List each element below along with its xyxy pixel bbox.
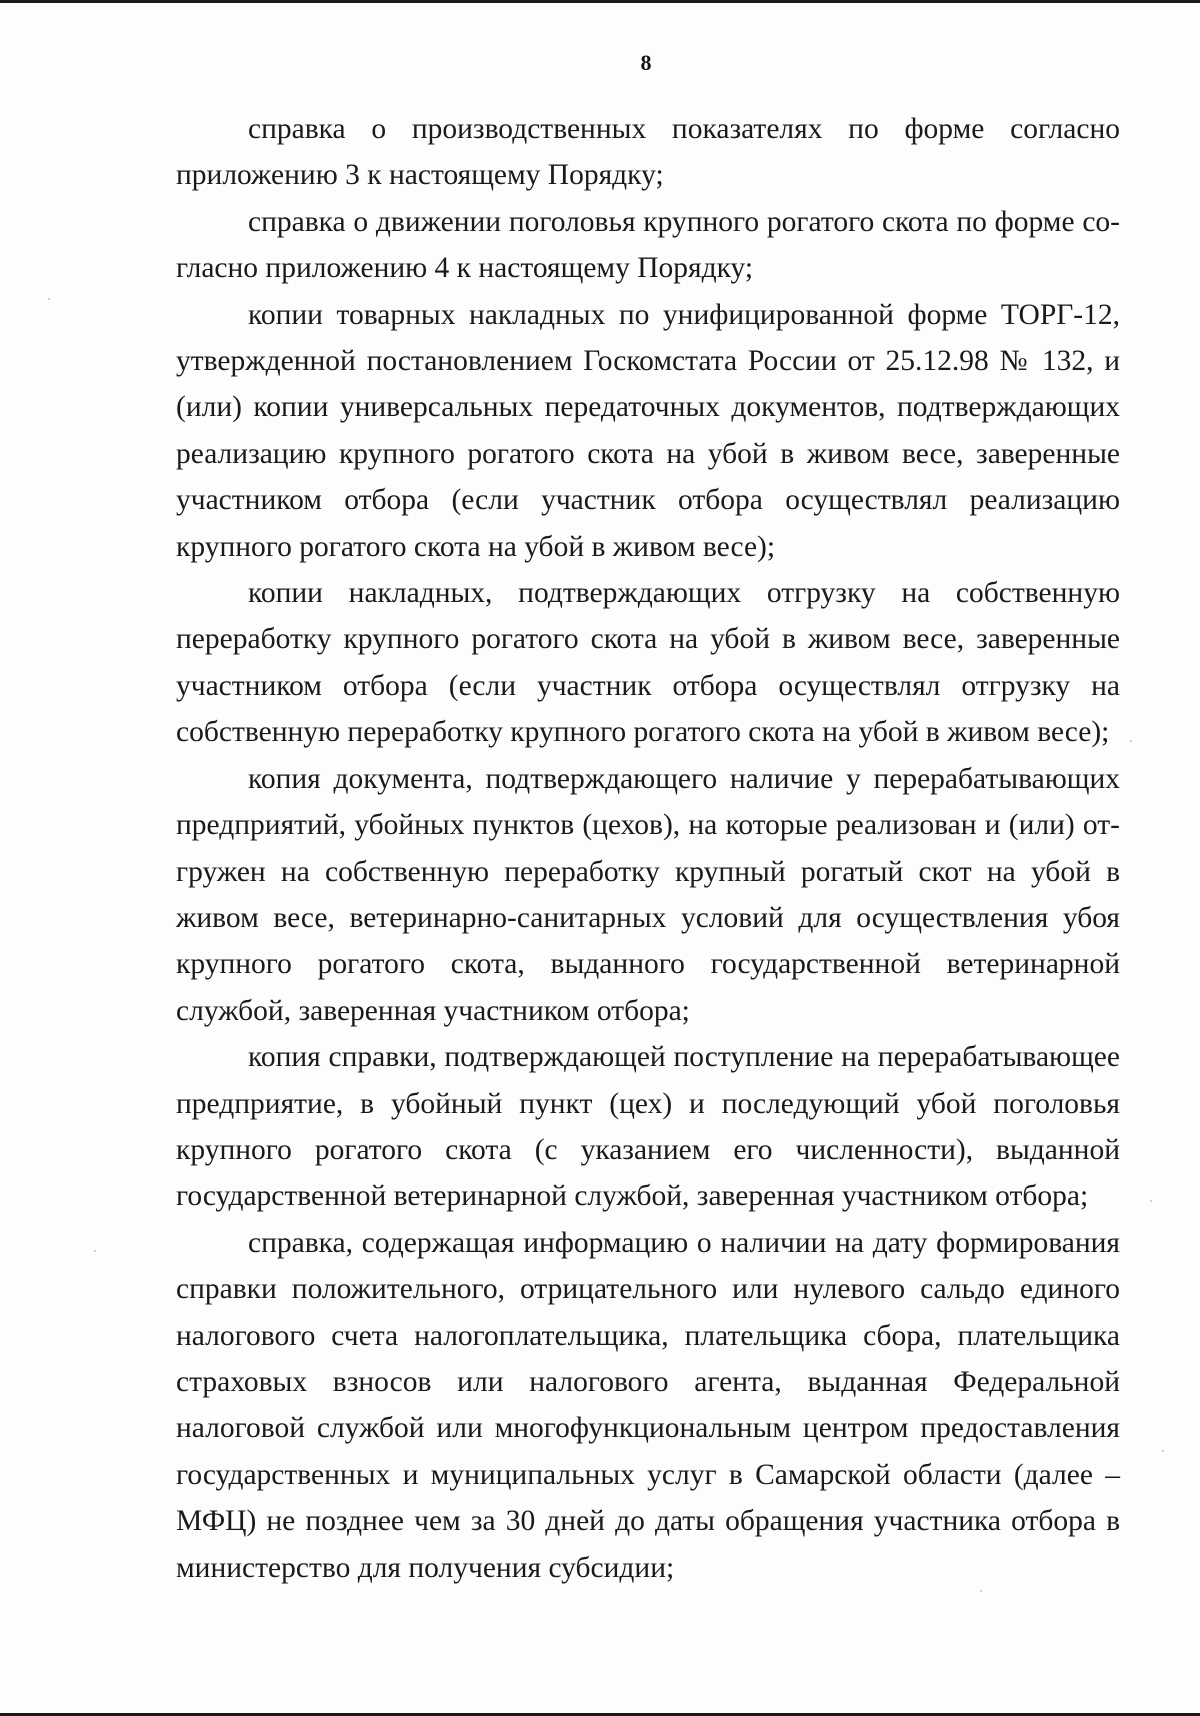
page-number: 8 xyxy=(640,50,652,75)
paragraph-production-indicators: справка о производственных показателях по форме согласно приложению 3 к настоящему Порядку; xyxy=(176,113,1120,192)
scan-speck xyxy=(1130,740,1132,742)
scan-speck xyxy=(1162,1450,1164,1452)
paragraph-waybill-copies: копии товарных накладных по унифицированной форме ТОРГ-12, утвержденной постановлением Госкомстата России от 25.12.98 № 132, и (или) копии универсальных передаточных документов, подтверждающих реализацию крупного рогатого скота на убой в живом весе, заверенные участником отбора (если участник отбора осуществлял реализацию крупного рогатого скота на убой в живом весе); xyxy=(176,298,1120,563)
paragraph-tax-balance-certificate: справка, содержащая информацию о наличии на дату формирования справки положительного, отрицательного или нулевого сальдо единого налогового счета налогоплательщика, плательщика сбора, плательщика страховых взносов или налогового агента, выданная Федеральной налоговой службой или многофункциональным центром предоставления государственных и муниципальных услуг в Самарской области (далее – МФЦ) не позднее чем за 30 дней до даты обращения участника отбора в министерство для получения субсидии; xyxy=(176,1226,1120,1584)
scan-speck xyxy=(980,1590,982,1592)
paragraph-veterinary-conditions: копия документа, подтверждающего наличие у перерабатывающих предприятий, убойных пунктов (цехов), на которые реализован и (или) отгружен на собственную переработку крупный рогатый скот на убой в живом весе, ветеринарно-санитарных условий для осуществления убоя крупного рогатого скота, выданного государственной ветеринарной службой, заверенная участником отбора; xyxy=(176,762,1120,1027)
scan-speck xyxy=(48,298,50,300)
scan-speck xyxy=(1150,1200,1152,1202)
paragraph-livestock-movement: справка о движении поголовья крупного рогатого скота по форме согласно приложению 4 к настоящему Порядку; xyxy=(176,205,1120,285)
document-body xyxy=(176,106,1120,1591)
scan-edge-top xyxy=(0,0,1200,3)
paragraph-slaughter-certificate: копия справки, подтверждающей поступление на перерабатывающее предприятие, в убойный пункт (цех) и последующий убой поголовья крупного рогатого скота (с указанием его численности), выданной государственной ветеринарной службой, заверенная участником отбора; xyxy=(176,1041,1120,1213)
scan-speck xyxy=(94,1250,96,1252)
paragraph-shipment-invoices: копии накладных, подтверждающих отгрузку на собственную переработку крупного рогатого скота на убой в живом весе, заверенные участником отбора (если участник отбора осуществлял отгрузку на собственную переработку крупного рогатого скота на убой в живом весе); xyxy=(176,577,1120,749)
